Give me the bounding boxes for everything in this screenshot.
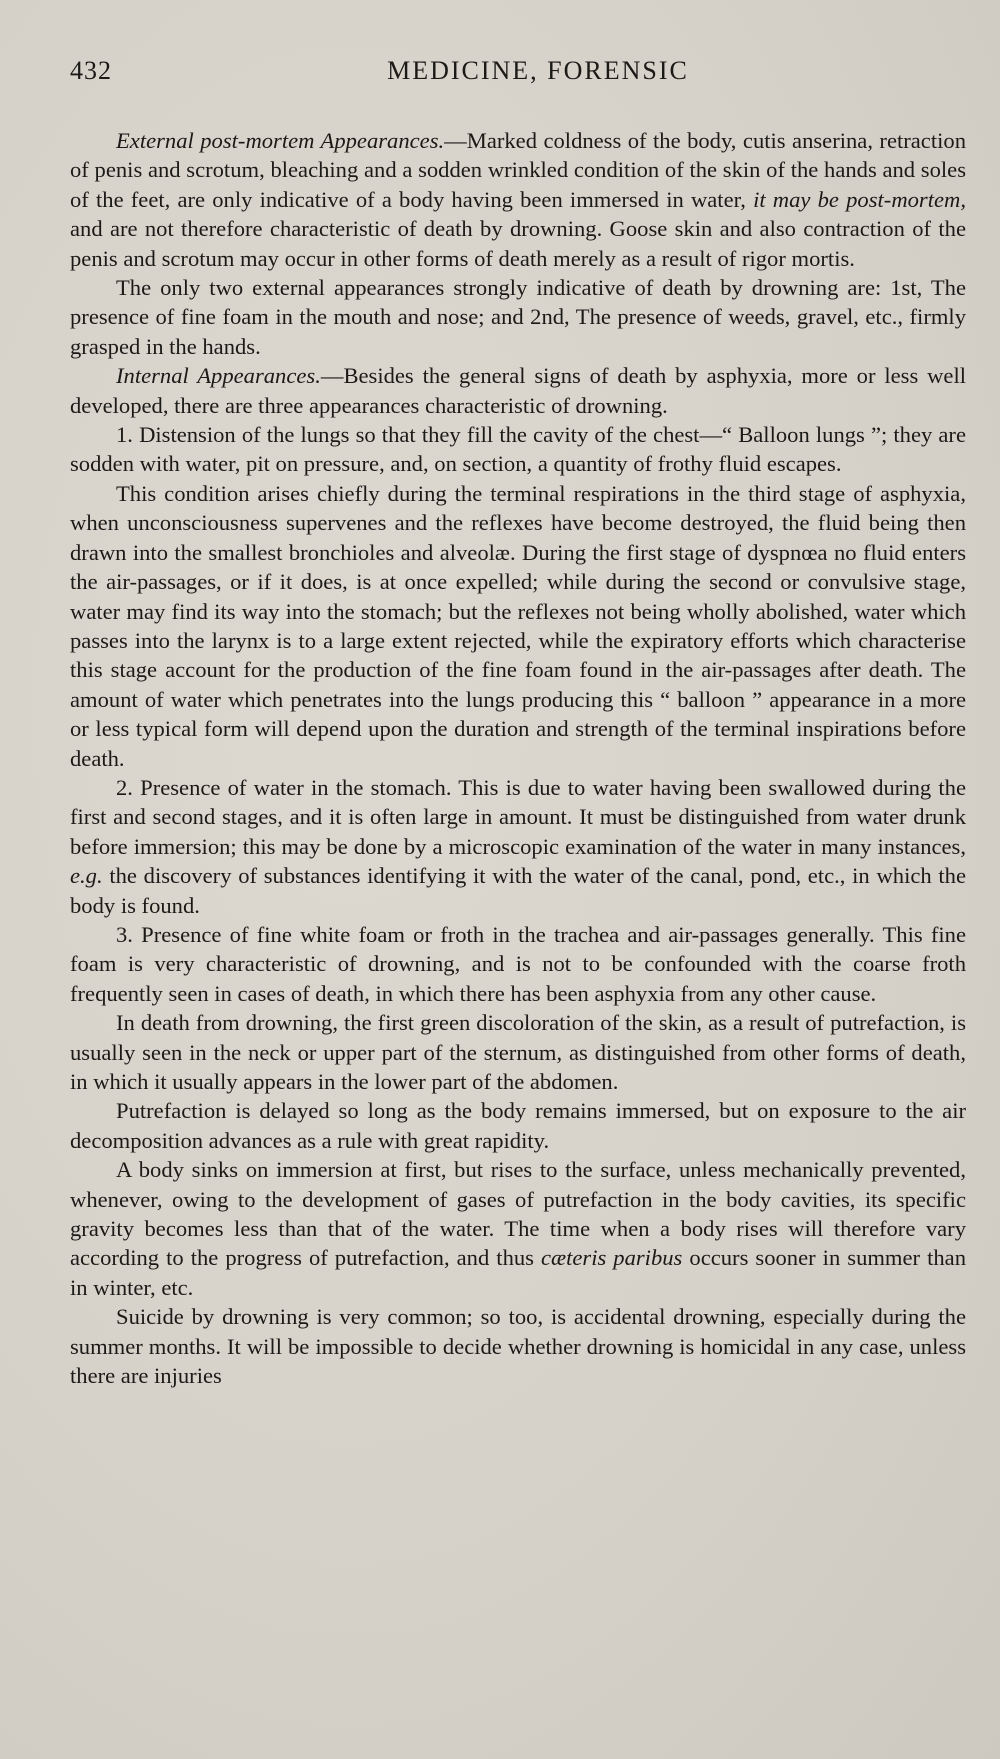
paragraph-text: A body sinks on immersion at first, but rises to the surface, unless mechanically prevented, whenever, owing to the development of gases of putrefaction in the body cavities, its specific gravity becomes less than that of the water. The time when a body rises will therefore vary according to the progress of putrefaction, and thus — [70, 1157, 966, 1271]
paragraph-putrefaction: Putrefaction is delayed so long as the body remains immersed, but on exposure to the air decomposition advances as a rule with great rapidity. — [70, 1098, 966, 1153]
paragraph-white-foam: 3. Presence of fine white foam or froth in the trachea and air-passages generally. This fine foam is very characteristic of drowning, and is not to be confounded with the coarse froth frequently seen in cases of death, in which there has been asphyxia from any other cause. — [70, 921, 966, 1006]
paragraph-text: —Marked coldness of the body, cutis anserina, retraction of penis and scrotum, bleaching and a sodden wrinkled condition of the skin of the hands and soles of the feet, are only indicative of a body having been immersed in water, — [70, 128, 966, 212]
emphasis-text: cæteris paribus — [541, 1245, 683, 1271]
subheading-external-appearances: External post-mortem Appearances. — [116, 128, 445, 153]
paragraph-suicide: Suicide by drowning is very common; so too, is accidental drowning, especially during the summer months. It will be impossible to decide whether drowning is homicidal in any case, unless there are injuries — [70, 1304, 966, 1389]
emphasis-text: e.g. — [70, 863, 103, 889]
paragraph-internal-appearances — [70, 361, 966, 420]
subheading-internal-appearances: Internal Appearances. — [116, 363, 321, 389]
body-text — [70, 126, 966, 1390]
paragraph-text: occurs sooner in summer than in winter, etc. — [70, 1245, 966, 1300]
section-title: MEDICINE, FORENSIC — [387, 56, 689, 85]
paragraph-text: —Besides the general signs of death by asphyxia, more or less well developed, there are three appearances characteristic of drowning. — [70, 363, 966, 418]
paragraph-body-sinks — [70, 1155, 966, 1302]
page-number: 432 — [70, 56, 112, 85]
paragraph-water-in-stomach — [70, 773, 966, 920]
paragraph-external-appearances — [70, 126, 966, 273]
paragraph-text: 2. Presence of water in the stomach. This is due to water having been swallowed during the first and second stages, and it is often large in amount. It must be distinguished from water drunk before immersion; this may be done by a microscopic examination of the water in many instances, — [70, 774, 966, 859]
paragraph-external-signs: The only two external appearances strongly indicative of death by drowning are: 1st, The presence of fine foam in the mouth and nose; and 2nd, The presence of weeds, gravel, etc., firmly grasped in the hands. — [70, 275, 966, 359]
paragraph-text: the discovery of substances identifying it with the water of the canal, pond, etc., in which the body is found. — [70, 863, 966, 918]
paragraph-green-discoloration: In death from drowning, the first green discoloration of the skin, as a result of putrefaction, is usually seen in the neck or upper part of the sternum, as distinguished from other forms of death, in which it usually appears in the lower part of the abdomen. — [70, 1010, 966, 1094]
running-head — [70, 48, 966, 96]
paragraph-balloon-lungs: 1. Distension of the lungs so that they fill the cavity of the chest—“ Balloon lungs ”; they are sodden with water, pit on pressure, and, on section, a quantity of frothy fluid escapes. — [70, 422, 966, 477]
emphasis-text: it may be post-mortem, — [753, 186, 966, 212]
paragraph-asphyxia-stages: This condition arises chiefly during the terminal respirations in the third stage of asphyxia, when unconsciousness supervenes and the reflexes have become destroyed, the fluid being then drawn into the smallest bronchioles and alveolæ. During the first stage of dyspnœa no fluid enters the air-passages, or if it does, is at once expelled; while during the second or convulsive stage, water may find its way into the stomach; but the reflexes not being wholly abolished, water which passes into the larynx is to a large extent rejected, while the expiratory efforts which characterise this stage account for the production of the fine foam found in the air-passages after death. The amount of water which penetrates into the lungs producing this “ balloon ” appearance in a more or less typical form will depend upon the duration and strength of the terminal inspirations before death. — [70, 480, 966, 771]
paragraph-text: and are not therefore characteristic of death by drowning. Goose skin and also contraction of the penis and scrotum may occur in other forms of death merely as a result of rigor mortis. — [70, 216, 966, 271]
